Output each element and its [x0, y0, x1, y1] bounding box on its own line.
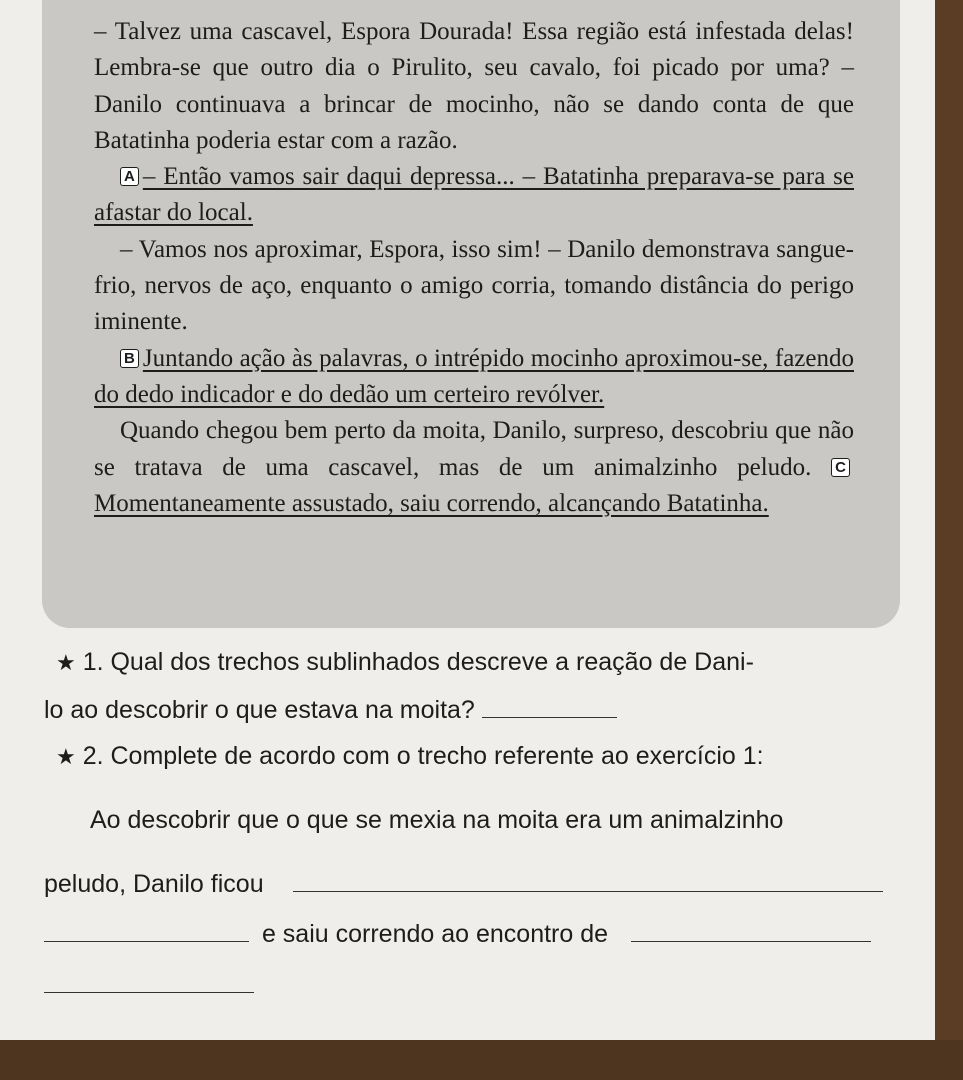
story-paragraph-3: – Vamos nos aproximar, Espora, isso sim! – Danilo demonstrava sangue-frio, nervos de aço, enquanto o amigo corria, tomando distância do perigo iminente.	[94, 235, 854, 336]
story-paragraph-5-text: Quando chegou bem perto da moita, Danilo, surpreso, descobriu que não se tratava de uma cascavel, mas de um animalzinho peludo.	[94, 417, 854, 481]
answer-blank-feeling-cont[interactable]	[44, 941, 249, 942]
story-text	[94, 14, 854, 522]
question-2-text: 2. Complete de acordo com o trecho referente ao exercício 1:	[82, 742, 764, 770]
question-2-sentence-3-text: e saiu correndo ao encontro de	[261, 920, 609, 948]
story-paragraph-5	[94, 413, 854, 522]
question-2	[56, 742, 764, 771]
badge-c: C	[831, 458, 850, 477]
question-2-sentence-line-3	[44, 920, 871, 949]
story-paragraph-1: – Talvez uma cascavel, Espora Dourada! Essa região está infestada delas! Lembra-se que outro dia o Pirulito, seu cavalo, foi picado por uma? – Danilo continuava a brincar de mocinho, não se dando conta de que Batatinha poderia estar com a razão.	[94, 18, 854, 154]
underlined-passage-c: Momentaneamente assustado, saiu correndo, alcançando Batatinha.	[94, 489, 769, 517]
story-paragraph-2	[94, 159, 854, 232]
star-icon: ★	[56, 650, 76, 675]
question-2-sentence-line-4	[44, 966, 254, 1000]
answer-blank-person[interactable]	[631, 941, 871, 942]
answer-blank-person-cont[interactable]	[44, 966, 254, 993]
question-2-sentence-line-1: Ao descobrir que o que se mexia na moita era um animalzinho	[90, 806, 784, 834]
question-1-line-2	[44, 696, 617, 725]
underlined-passage-b: Juntando ação às palavras, o intrépido mocinho aproximou-se, fazendo do dedo indicador e do dedão um certeiro revólver.	[94, 344, 854, 408]
story-paragraph-4	[94, 341, 854, 414]
answer-blank-1[interactable]	[482, 717, 617, 718]
question-2-sentence-2-text: peludo, Danilo ficou	[44, 870, 264, 898]
question-1-text: 1. Qual dos trechos sublinhados descreve a reação de Dani-	[82, 648, 754, 676]
table-surface-right	[935, 0, 963, 1080]
question-1-line-1	[56, 648, 754, 677]
table-surface-bottom	[0, 1040, 963, 1080]
question-2-sentence-line-2	[44, 870, 883, 899]
star-icon: ★	[56, 744, 76, 769]
underlined-passage-a: – Então vamos sair daqui depressa... – Batatinha preparava-se para se afastar do local.	[94, 163, 854, 227]
badge-a: A	[120, 167, 139, 186]
answer-blank-feeling[interactable]	[293, 891, 883, 892]
question-1-text-cont: lo ao descobrir o que estava na moita?	[44, 696, 475, 724]
badge-b: B	[120, 349, 139, 368]
